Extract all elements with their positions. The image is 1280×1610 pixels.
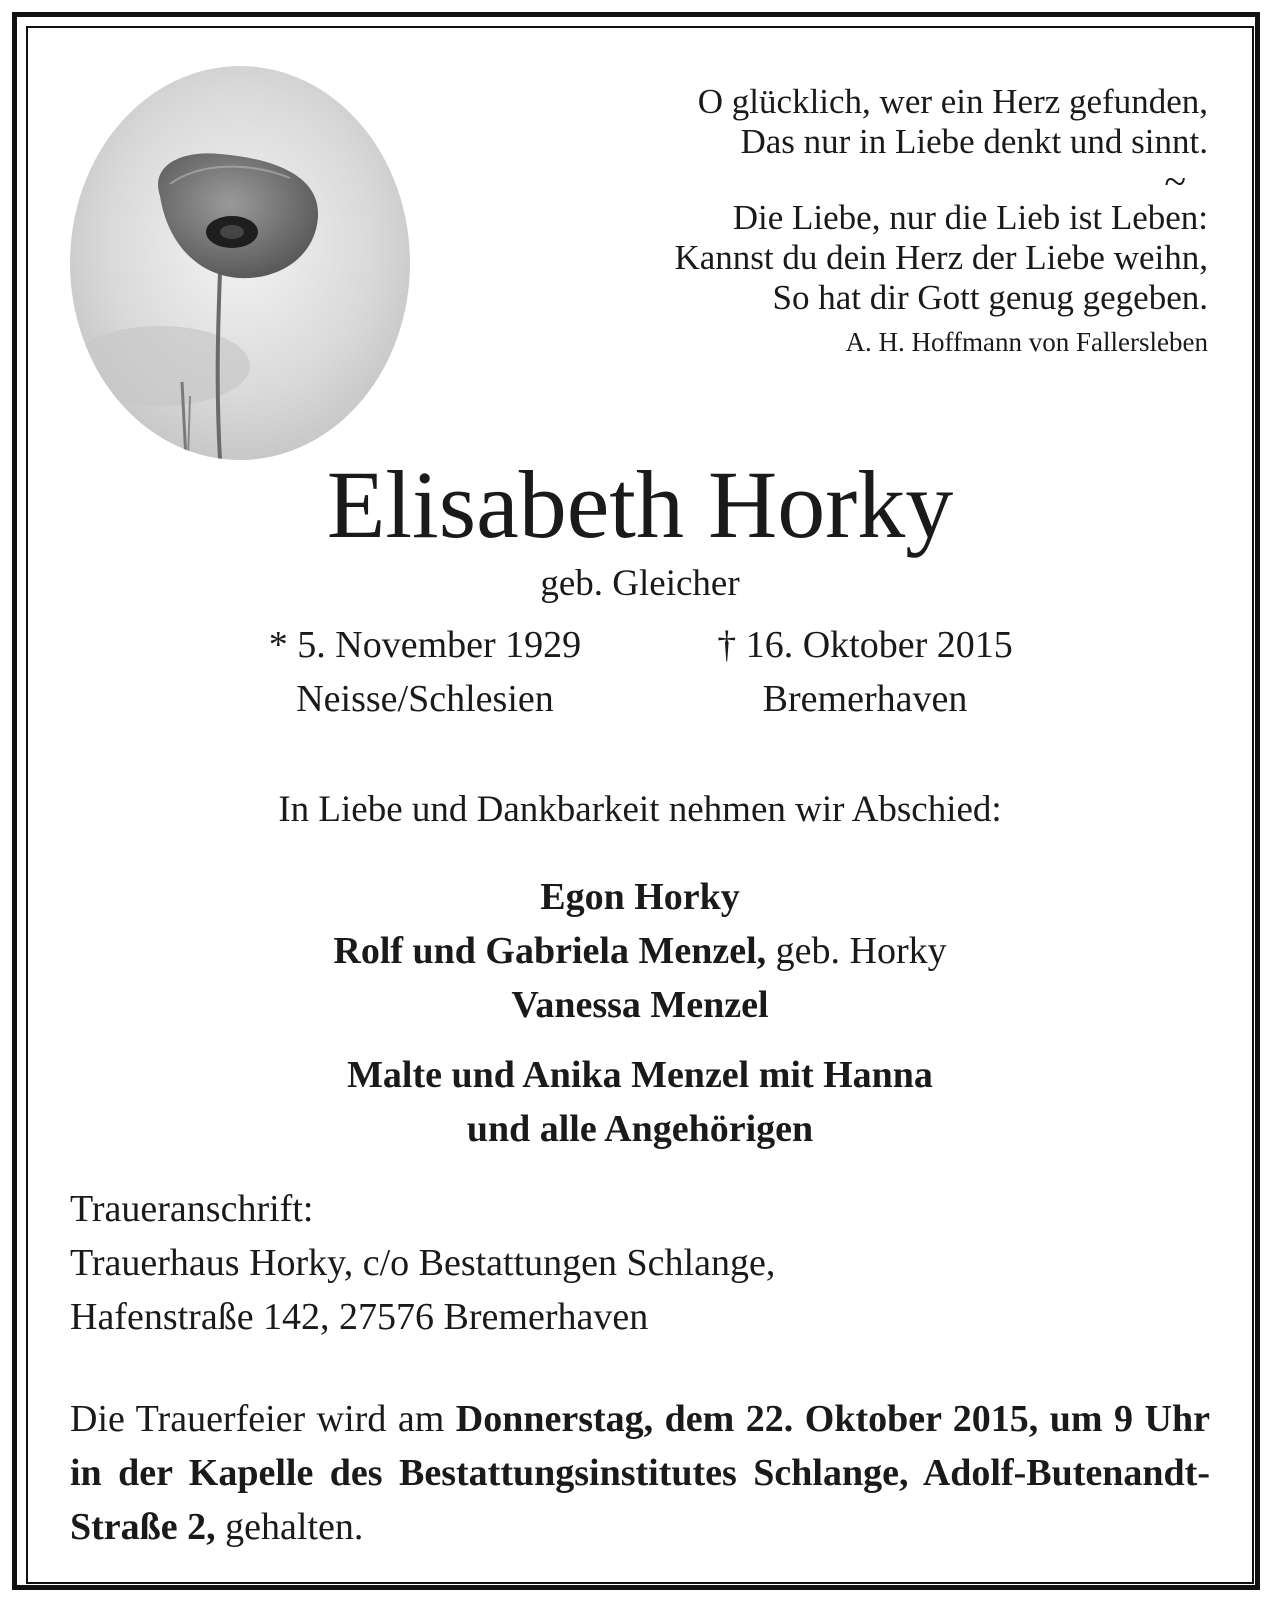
address-label: Traueranschrift: xyxy=(70,1188,314,1230)
mourner: Egon Horky xyxy=(540,876,740,918)
death-place: Bremerhaven xyxy=(762,678,968,720)
life-dates xyxy=(0,618,1280,728)
deceased-name: Elisabeth Horky xyxy=(326,451,954,558)
mourner-name: Rolf und Gabriela Menzel, xyxy=(333,930,767,972)
poem-line: Kannst du dein Herz der Liebe weihn, xyxy=(674,238,1208,277)
mourner: und alle Angehörigen xyxy=(466,1108,814,1150)
mourner xyxy=(0,924,1280,978)
poem-line: Die Liebe, nur die Lieb ist Leben: xyxy=(732,198,1208,237)
poppy-photo xyxy=(70,66,410,460)
birth-date: * 5. November 1929 xyxy=(268,624,582,666)
service-announcement xyxy=(70,1392,1210,1554)
birth-info xyxy=(215,618,635,726)
death-info xyxy=(660,618,1070,726)
mourner: Vanessa Menzel xyxy=(511,984,769,1026)
mourners-list xyxy=(0,870,1280,1156)
poem-line: O glücklich, wer ein Herz gefunden, xyxy=(697,82,1208,121)
mourner-note: geb. Horky xyxy=(766,930,947,972)
service-outro: gehalten. xyxy=(215,1506,364,1548)
birth-place: Neisse/Schlesien xyxy=(296,678,554,720)
service-intro: Die Trauerfeier wird am xyxy=(70,1398,456,1440)
death-date: † 16. Oktober 2015 xyxy=(717,624,1013,666)
poem-separator: ~ xyxy=(1164,159,1186,204)
service-details: Donnerstag, dem 22. Oktober 2015, um 9 Uhr in der Kapelle des Bestattungsinstitutes Schlange, Adolf-Butenandt-Straße 2, xyxy=(70,1398,1210,1548)
poem-line: Das nur in Liebe denkt und sinnt. xyxy=(740,122,1208,161)
farewell-text: In Liebe und Dankbarkeit nehmen wir Abschied: xyxy=(278,789,1002,830)
poem-author: A. H. Hoffmann von Fallersleben xyxy=(845,327,1208,357)
poem xyxy=(508,82,1208,360)
maiden-name: geb. Gleicher xyxy=(540,563,740,604)
mourning-address xyxy=(70,1182,775,1344)
mourner: Malte und Anika Menzel mit Hanna xyxy=(347,1054,933,1096)
poem-line: So hat dir Gott genug gegeben. xyxy=(772,278,1208,317)
address-line: Hafenstraße 142, 27576 Bremerhaven xyxy=(70,1296,649,1338)
address-line: Trauerhaus Horky, c/o Bestattungen Schlange, xyxy=(70,1242,776,1284)
